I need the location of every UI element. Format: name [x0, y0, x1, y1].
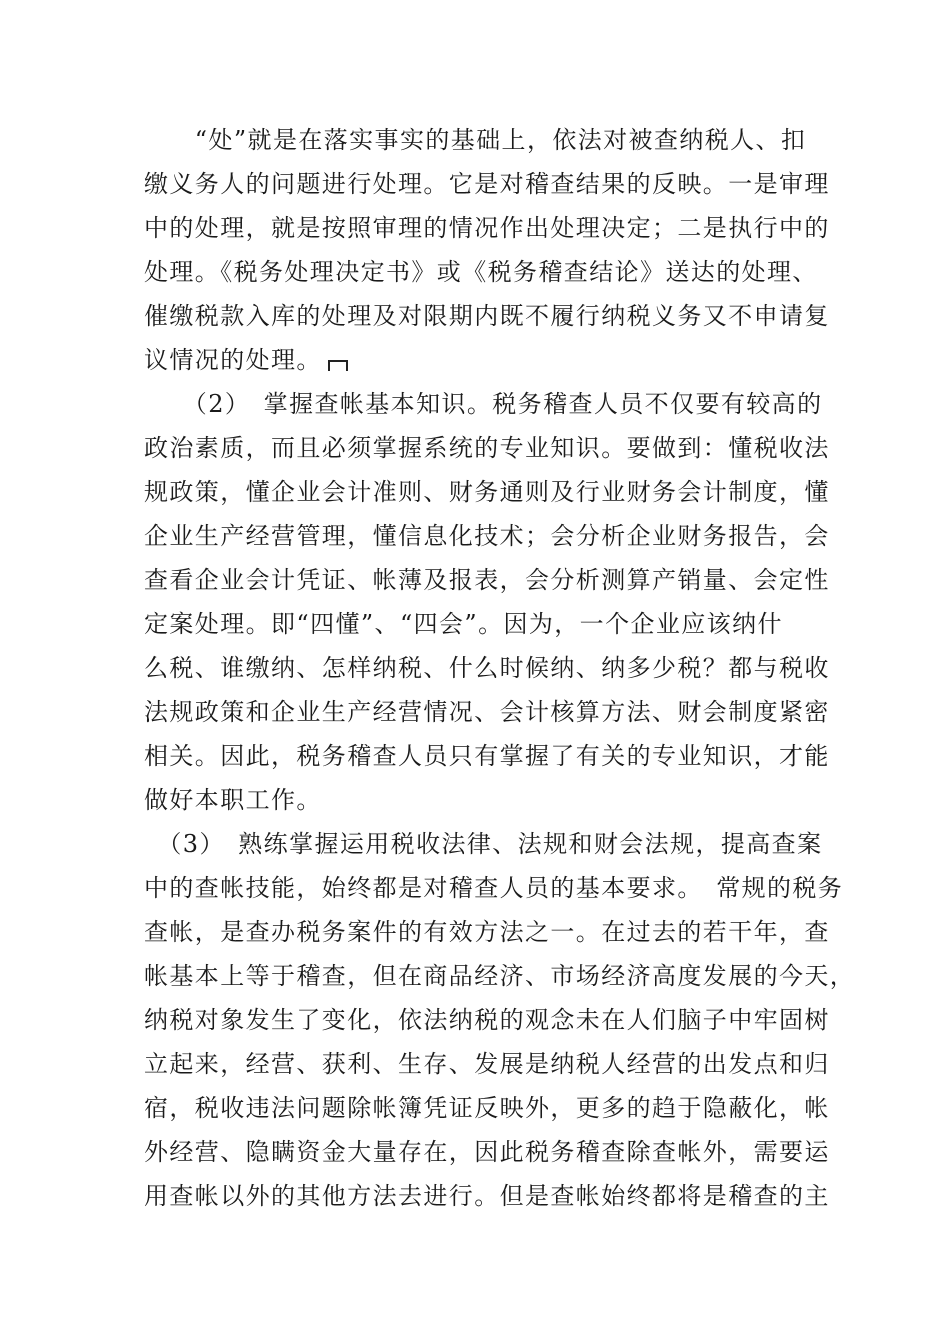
text-line: 中的查帐技能，始终都是对稽查人员的基本要求。 常规的税务 [144, 874, 844, 902]
text-line: 做好本职工作。 [144, 786, 322, 814]
text-line: 用查帐以外的其他方法去进行。但是查帐始终都将是稽查的主 [144, 1182, 830, 1210]
text-line: （3） 熟练掌握运用税收法律、法规和财会法规，提高查案 [144, 830, 823, 858]
text-line: 立起来，经营、获利、生存、发展是纳税人经营的出发点和归 [144, 1050, 830, 1078]
text-line: 查看企业会计凭证、帐薄及报表，会分析测算产销量、会定性 [144, 566, 830, 594]
text-line: 企业生产经营管理，懂信息化技术；会分析企业财务报告，会 [144, 522, 830, 550]
bracket-mark-icon [328, 360, 348, 371]
text-line-with-mark [144, 338, 824, 382]
text-line: （2） 掌握查帐基本知识。税务稽查人员不仅要有较高的 [144, 390, 823, 418]
text-line: 帐基本上等于稽查，但在商品经济、市场经济高度发展的今天， [144, 962, 856, 990]
text-line: 定案处理。即“四懂”、“四会”。因为，一个企业应该纳什 [144, 610, 783, 638]
text-line: 催缴税款入库的处理及对限期内既不履行纳税义务又不申请复 [144, 302, 830, 330]
text-line: 外经营、隐瞒资金大量存在，因此税务稽查除查帐外，需要运 [144, 1138, 830, 1166]
text-line: “处”就是在落实事实的基础上，依法对被查纳税人、扣 [144, 126, 807, 154]
text-line: 缴义务人的问题进行处理。它是对稽查结果的反映。一是审理 [144, 170, 830, 198]
text-line: 相关。因此，税务稽查人员只有掌握了有关的专业知识，才能 [144, 742, 830, 770]
text-line: 议情况的处理。 [144, 346, 322, 374]
text-line: 宿，税收违法问题除帐簿凭证反映外，更多的趋于隐蔽化，帐 [144, 1094, 830, 1122]
text-line: 处理。《税务处理决定书》或《税务稽查结论》送达的处理、 [144, 258, 818, 286]
text-line: 法规政策和企业生产经营情况、会计核算方法、财会制度紧密 [144, 698, 830, 726]
text-line: 政治素质，而且必须掌握系统的专业知识。要做到：懂税收法 [144, 434, 830, 462]
text-line: 查帐，是查办税务案件的有效方法之一。在过去的若干年，查 [144, 918, 830, 946]
text-line: 中的处理，就是按照审理的情况作出处理决定；二是执行中的 [144, 214, 830, 242]
text-line: 纳税对象发生了变化，依法纳税的观念未在人们脑子中牢固树 [144, 1006, 830, 1034]
text-line: 规政策，懂企业会计准则、财务通则及行业财务会计制度，懂 [144, 478, 830, 506]
text-line: 么税、谁缴纳、怎样纳税、什么时候纳、纳多少税？都与税收 [144, 654, 830, 682]
